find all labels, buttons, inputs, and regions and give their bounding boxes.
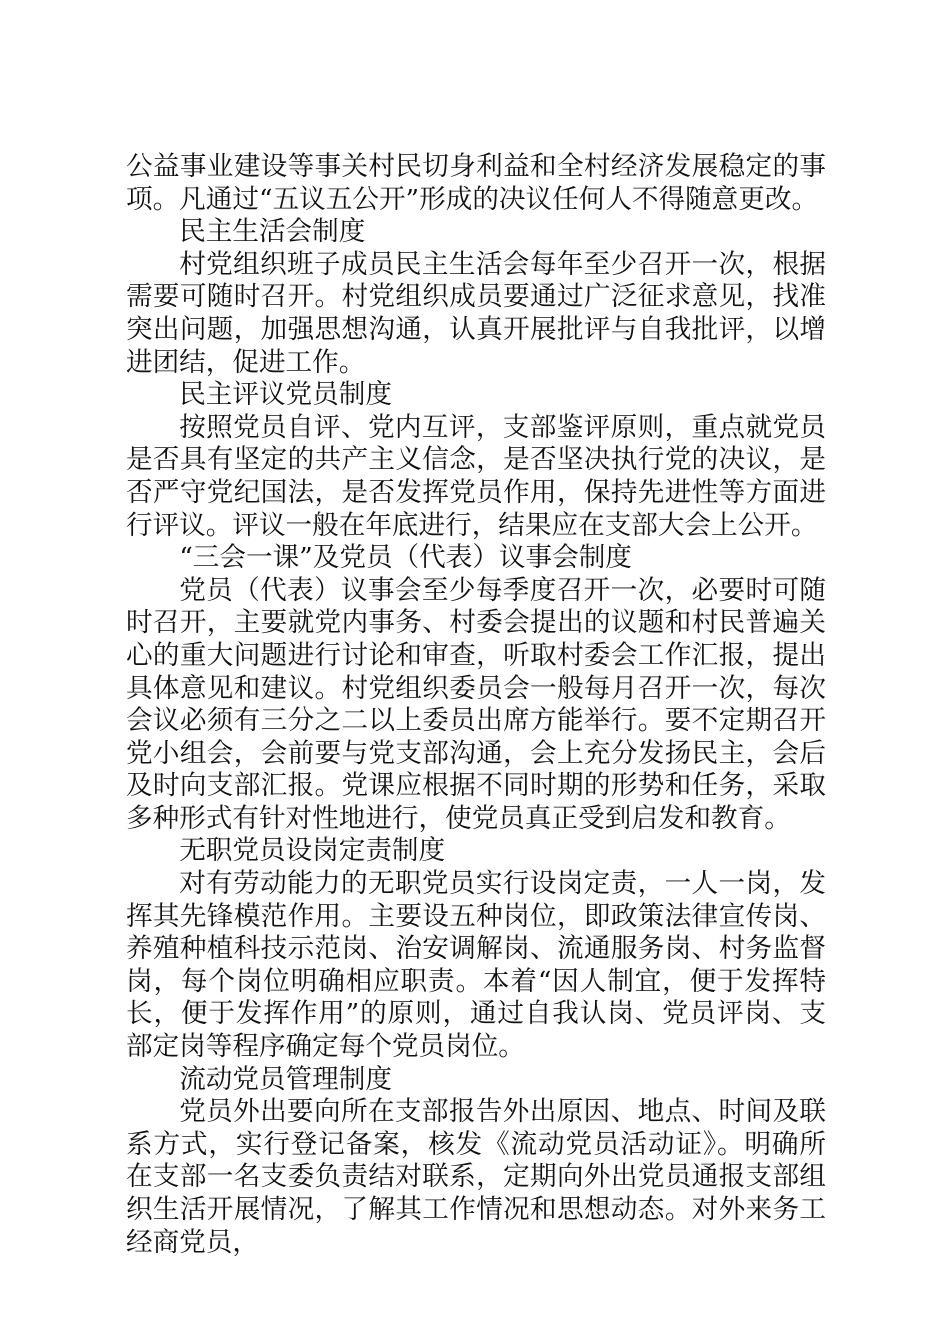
paragraph-member-evaluation: 按照党员自评、党内互评，支部鉴评原则，重点就党员是否具有坚定的共产主义信念，是否坚决执行党的决议，是否严守党纪国法，是否发挥党员作用，保持先进性等方面进行评议。评议一般在年底进行，结果应在支部大会上公开。 xyxy=(126,411,826,541)
paragraph-mobile-members: 党员外出要向所在支部报告外出原因、地点、时间及联系方式，实行登记备案，核发《流动党员活动证》。明确所在支部一名支委负责结对联系，定期向外出党员通报支部组织生活开展情况，了解其工作情况和思想动态。对外来务工经商党员， xyxy=(126,1096,826,1258)
heading-post-responsibility: 无职党员设岗定责制度 xyxy=(179,835,446,867)
heading-democratic-life-meeting: 民主生活会制度 xyxy=(179,216,366,248)
paragraph-democratic-life-meeting: 村党组织班子成员民主生活会每年至少召开一次，根据需要可随时召开。村党组织成员要通过广泛征求意见，找准突出问题，加强思想沟通，认真开展批评与自我批评，以增进团结，促进工作。 xyxy=(126,248,826,378)
paragraph-three-meetings-one-lesson: 党员（代表）议事会至少每季度召开一次，必要时可随时召开，主要就党内事务、村委会提出的议题和村民普遍关心的重大问题进行讨论和审查，听取村委会工作汇报，提出具体意见和建议。村党组织委员会一般每月召开一次，每次会议必须有三分之二以上委员出席方能举行。要不定期召开党小组会，会前要与党支部沟通，会上充分发扬民主，会后及时向支部汇报。党课应根据不同时期的形势和任务，采取多种形式有针对性地进行，使党员真正受到启发和教育。 xyxy=(126,574,826,834)
document-page xyxy=(126,151,826,1259)
heading-mobile-members: 流动党员管理制度 xyxy=(179,1063,392,1095)
paragraph-post-responsibility: 对有劳动能力的无职党员实行设岗定责，一人一岗，发挥其先锋模范作用。主要设五种岗位，即政策法律宣传岗、养殖种植科技示范岗、治安调解岗、流通服务岗、村务监督岗，每个岗位明确相应职责。本着“因人制宜，便于发挥特长，便于发挥作用”的原则，通过自我认岗、党员评岗、支部定岗等程序确定每个党员岗位。 xyxy=(126,868,826,1063)
heading-three-meetings-one-lesson: “三会一课”及党员（代表）议事会制度 xyxy=(179,542,632,574)
paragraph-public-affairs: 公益事业建设等事关村民切身利益和全村经济发展稳定的事项。凡通过“五议五公开”形成的决议任何人不得随意更改。 xyxy=(126,151,826,215)
heading-member-evaluation: 民主评议党员制度 xyxy=(179,379,392,411)
